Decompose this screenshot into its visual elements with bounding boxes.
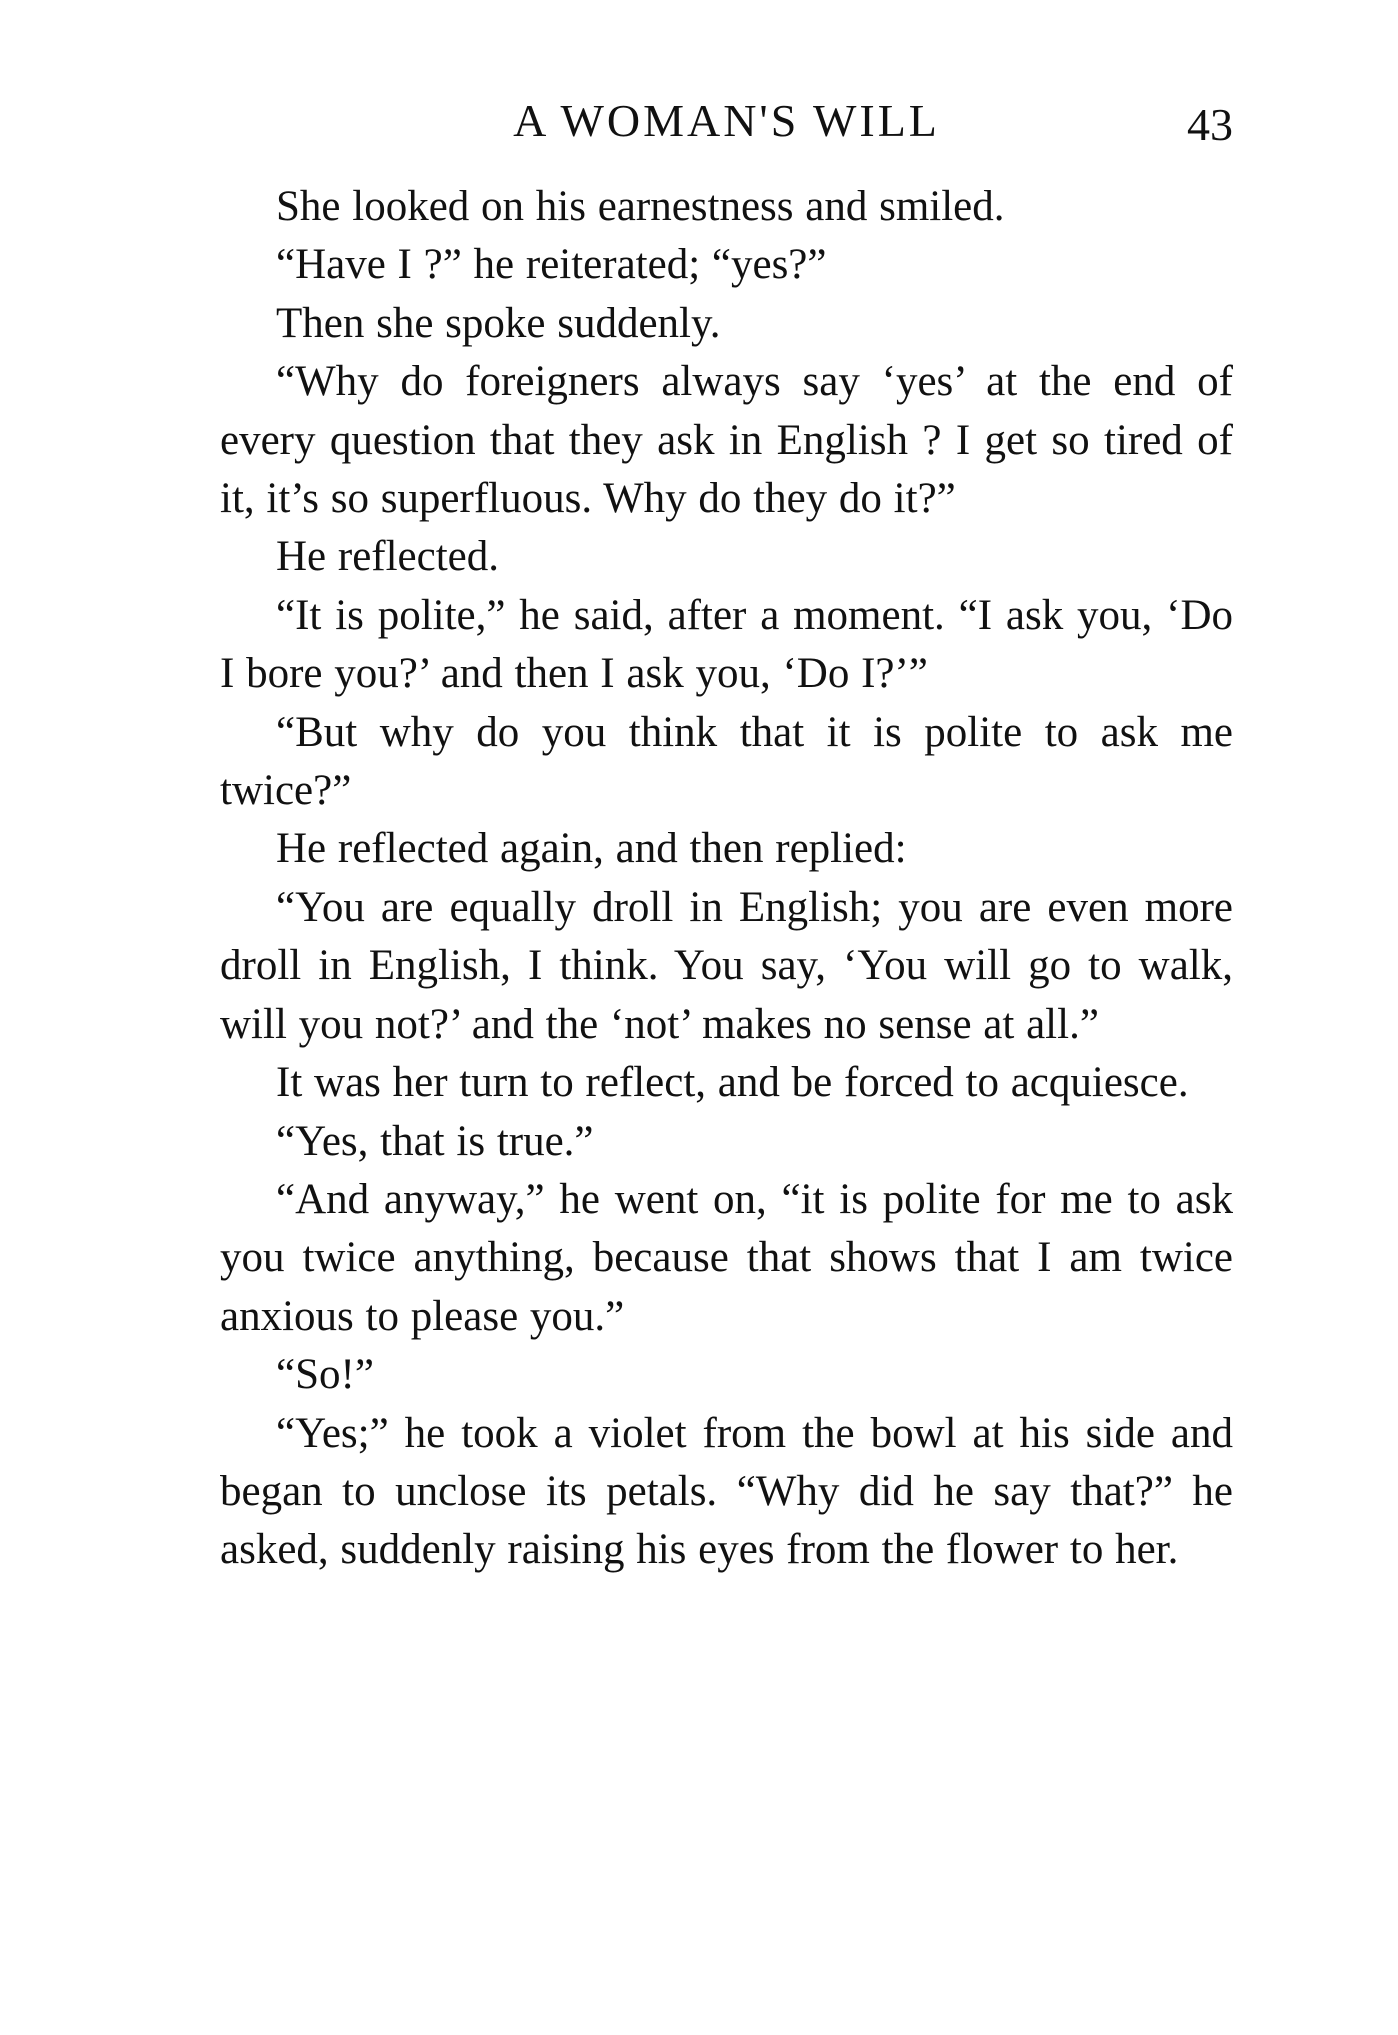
paragraph: “So!” bbox=[276, 1351, 374, 1399]
paragraph: She looked on his earnestness and smiled. bbox=[276, 183, 1005, 230]
paragraph: “Have I ?” he reiterated; “yes?” bbox=[276, 241, 827, 289]
paragraph: He reflected again, and then replied: bbox=[276, 825, 907, 873]
running-head bbox=[220, 86, 1233, 156]
paragraph: “Why do foreigners always say ‘yes’ at the end of every question that they ask in English ? I get so tired of it, it’s so superfluous. Why do they do it?” bbox=[220, 358, 1233, 523]
running-title: A WOMAN'S WILL bbox=[513, 95, 940, 146]
paragraph: “You are equally droll in English; you are even more droll in English, I think. You say, ‘You will go to walk, will you not?’ and the ‘not’ makes no sense at all.” bbox=[220, 883, 1233, 1048]
paragraph: Then she spoke suddenly. bbox=[276, 299, 721, 347]
paragraph: “And anyway,” he went on, “it is polite for me to ask you twice anything, because that shows that I am twice anxious to please you.” bbox=[220, 1175, 1233, 1340]
paragraph: “It is polite,” he said, after a moment. “I ask you, ‘Do I bore you?’ and then I ask you, ‘Do I?’” bbox=[220, 591, 1233, 698]
paragraph: “Yes, that is true.” bbox=[276, 1117, 594, 1165]
page-number: 43 bbox=[1187, 99, 1233, 150]
paragraph: He reflected. bbox=[276, 533, 500, 581]
paragraph: It was her turn to reflect, and be forced to acquiesce. bbox=[276, 1059, 1189, 1107]
body-text bbox=[220, 178, 1233, 1580]
paragraph: “But why do you think that it is polite to ask me twice?” bbox=[220, 708, 1233, 815]
paragraph: “Yes;” he took a violet from the bowl at his side and began to unclose its petals. “Why did he say that?” he asked, suddenly raising his eyes from the flower to her. bbox=[220, 1409, 1233, 1574]
